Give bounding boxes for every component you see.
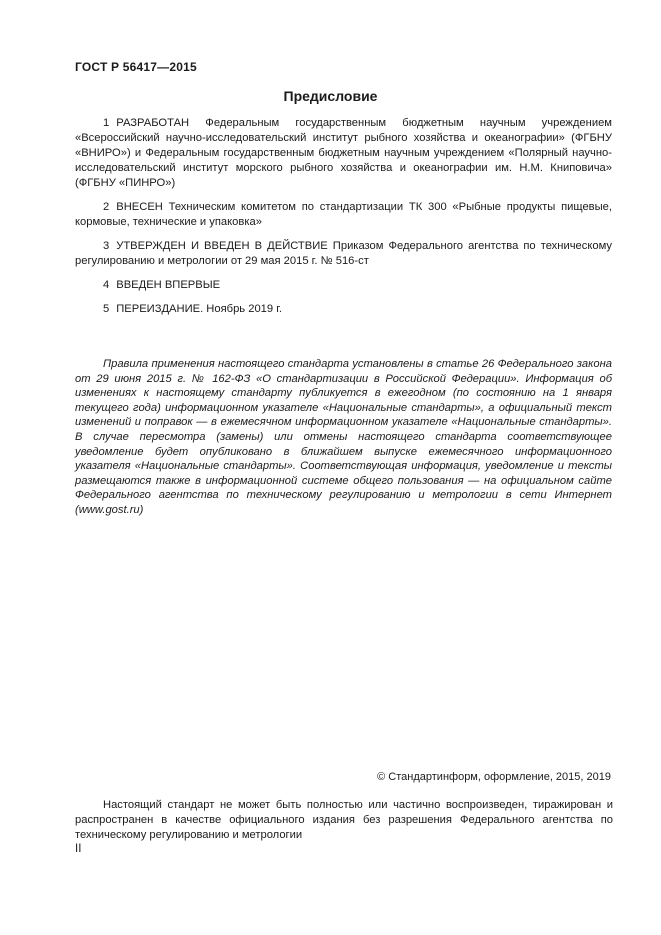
reproduction-notice: Настоящий стандарт не может быть полностью или частично воспроизведен, тиражирован и распространен в качестве официального издания без разрешения Федерального агентства по техническому регулированию и метрологии bbox=[75, 799, 613, 841]
foreword-item-2 bbox=[75, 200, 612, 230]
copyright-line: © Стандартинформ, оформление, 2015, 2019 bbox=[377, 771, 611, 783]
foreword-section bbox=[75, 116, 612, 527]
foreword-item-4 bbox=[75, 278, 612, 293]
page-number: II bbox=[75, 843, 82, 855]
item-text: ВНЕСЕН Техническим комитетом по стандартизации ТК 300 «Рыбные продукты пищевые, кормовые, технические и упаковка» bbox=[75, 201, 612, 228]
legal-notice: Правила применения настоящего стандарта установлены в статье 26 Федерального закона от 29 июня 2015 г. № 162-ФЗ «О стандартизации в Российской Федерации». Информация об изменениях к настоящему стандарту публикуется в ежегодном (по состоянию на 1 января текущего года) информационном указателе «Национальные стандарты», а официальный текст изменений и поправок — в ежемесячном информационном указателе «Национальные стандарты». В случае пересмотра (замены) или отмены настоящего стандарта соответствующее уведомление будет опубликовано в ближайшем выпуске ежемесячного информационного указателя «Национальные стандарты». Соответствующая информация, уведомление и тексты размещаются также в информационной системе общего пользования — на официальном сайте Федерального агентства по техническому регулированию и метрологии в сети Интернет (www.gost.ru) bbox=[75, 358, 612, 516]
foreword-item-3 bbox=[75, 239, 612, 269]
foreword-item-5 bbox=[75, 302, 612, 317]
item-number: 4 bbox=[103, 279, 110, 291]
foreword-item-1 bbox=[75, 116, 612, 191]
item-text: ПЕРЕИЗДАНИЕ. Ноябрь 2019 г. bbox=[116, 303, 283, 315]
item-number: 3 bbox=[103, 240, 110, 252]
item-text: ВВЕДЕН ВПЕРВЫЕ bbox=[116, 279, 221, 291]
item-number: 5 bbox=[103, 303, 110, 315]
item-number: 1 bbox=[103, 117, 110, 129]
page-title: Предисловие bbox=[283, 88, 378, 104]
item-text: УТВЕРЖДЕН И ВВЕДЕН В ДЕЙСТВИЕ Приказом Федерального агентства по техническому регулированию и метрологии от 29 мая 2015 г. № 516-ст bbox=[75, 240, 612, 267]
item-text: РАЗРАБОТАН Федеральным государственным бюджетным научным учреждением «Всероссийский научно-исследовательский институт рыбного хозяйства и океанографии» (ФГБНУ «ВНИРО») и Федеральным государственным бюджетным научным учреждением «Полярный научно-исследовательский институт морского рыбного хозяйства и океанографии им. Н.М. Книповича» (ФГБНУ «ПИНРО») bbox=[75, 117, 612, 189]
item-number: 2 bbox=[103, 201, 110, 213]
doc-code: ГОСТ Р 56417—2015 bbox=[75, 60, 197, 74]
